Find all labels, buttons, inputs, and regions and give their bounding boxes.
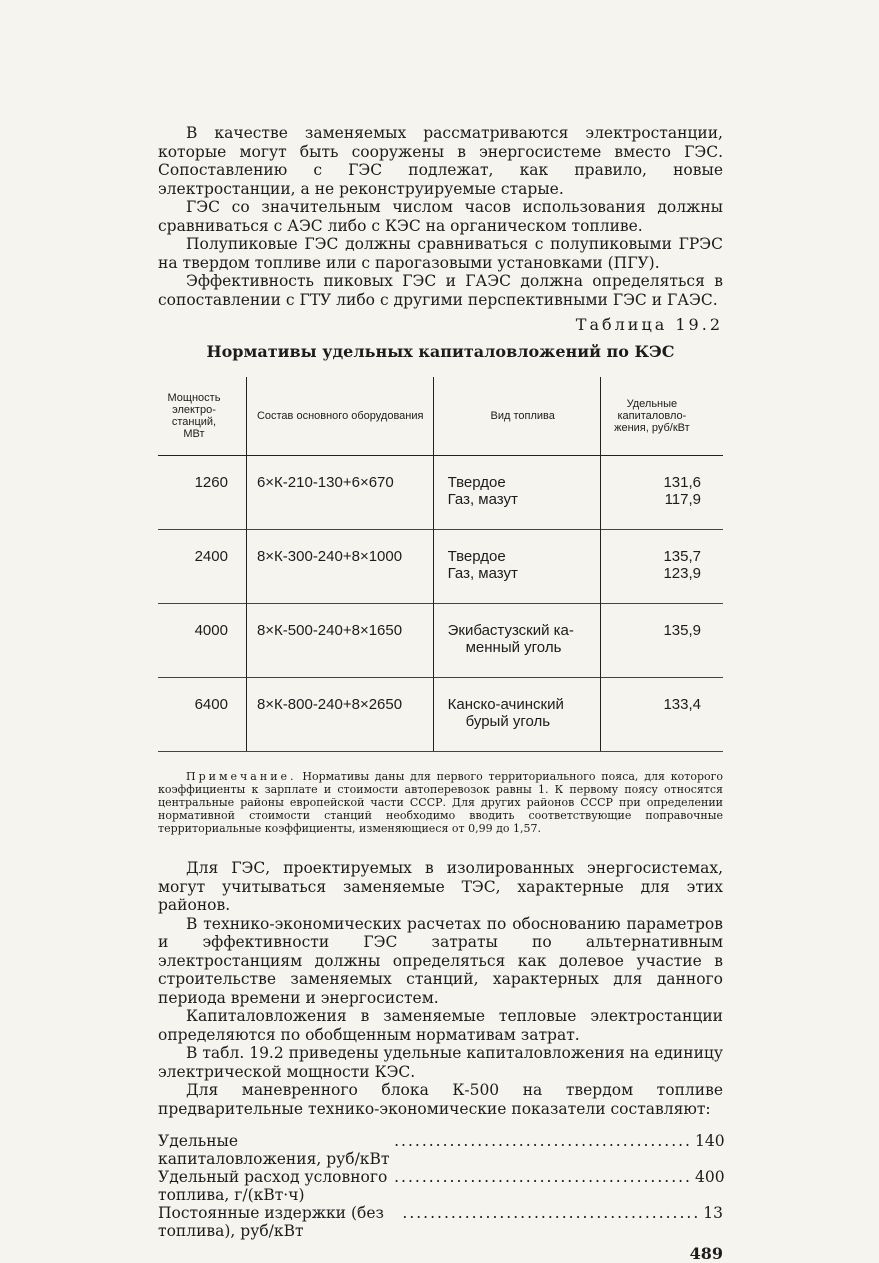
- cell-fuel: [433, 456, 600, 530]
- cell-equipment: 8×К-300-240+8×1000: [246, 530, 433, 604]
- header-equipment: Состав основного оборудования: [246, 377, 433, 456]
- cost-value: 135,7: [663, 548, 701, 565]
- cell-power: 6400: [158, 678, 246, 752]
- cell-cost: [600, 604, 723, 678]
- list-item: [158, 1132, 723, 1168]
- cell-equipment: 8×К-500-240+8×1650: [246, 604, 433, 678]
- header-cost: Удельные капиталовло-жения, руб/кВт: [600, 377, 723, 456]
- cell-equipment: 8×К-800-240+8×2650: [246, 678, 433, 752]
- fuel-line: менный уголь: [465, 639, 562, 656]
- body-paragraph: Для маневренного блока К-500 на твердом топливе предварительные технико-экономические показатели составляют:: [158, 1081, 723, 1118]
- intro-paragraph: ГЭС со значительным числом часов использования должны сравниваться с АЭС либо с КЭС на органическом топливе.: [158, 198, 723, 235]
- cell-power: 4000: [158, 604, 246, 678]
- body-text: [158, 859, 723, 1118]
- cell-cost: [600, 456, 723, 530]
- cell-cost: [600, 678, 723, 752]
- indicator-label: Удельные капиталовложения, руб/кВт: [158, 1132, 390, 1168]
- fuel-line: Газ, мазут: [447, 565, 518, 582]
- indicator-value: 140: [695, 1132, 725, 1150]
- fuel-line: Газ, мазут: [447, 491, 518, 508]
- indicator-list: [158, 1132, 723, 1240]
- table-number: Таблица 19.2: [575, 315, 723, 334]
- intro-paragraph: В качестве заменяемых рассматриваются электростанции, которые могут быть сооружены в энергосистеме вместо ГЭС. Сопоставлению с ГЭС подлежат, как правило, новые электростанции, а не реконструируемые старые.: [158, 124, 723, 198]
- leader-dots: ...........................................: [394, 1168, 692, 1186]
- leader-dots: ...........................................: [394, 1132, 692, 1150]
- indicator-label: Удельный расход условного топлива, г/(кВт·ч): [158, 1168, 388, 1204]
- cell-fuel: [433, 530, 600, 604]
- fuel-line: Твердое: [447, 474, 506, 491]
- list-item: [158, 1168, 723, 1204]
- table-row: [158, 456, 723, 530]
- table-row: [158, 678, 723, 752]
- cost-value: 117,9: [664, 491, 701, 508]
- table-note: [158, 770, 723, 835]
- body-paragraph: В табл. 19.2 приведены удельные капиталовложения на единицу электрической мощности КЭС.: [158, 1044, 723, 1081]
- cost-value: 131,6: [663, 474, 701, 491]
- body-paragraph: Для ГЭС, проектируемых в изолированных энергосистемах, могут учитываться заменяемые ТЭС, характерные для этих районов.: [158, 859, 723, 914]
- norms-table: [158, 377, 723, 752]
- intro-paragraph: Эффективность пиковых ГЭС и ГАЭС должна определяться в сопоставлении с ГТУ либо с другими перспективными ГЭС и ГАЭС.: [158, 272, 723, 309]
- header-fuel: Вид топлива: [433, 377, 600, 456]
- page-number: 489: [689, 1244, 723, 1263]
- note-text: Нормативы даны для первого территориального пояса, для которого коэффициенты к зарплате и стоимости автоперевозок равны 1. К первому поясу относятся центральные районы европейской части СССР. Для других районов СССР при определении нормативной стоимости станций необходимо вводить соответствующие поправочные территориальные коэффициенты, изменяющиеся от 0,99 до 1,57.: [158, 770, 723, 835]
- cell-fuel: [433, 678, 600, 752]
- table-row: [158, 604, 723, 678]
- cost-value: 123,9: [663, 565, 701, 582]
- indicator-value: 13: [703, 1204, 723, 1222]
- body-paragraph: В технико-экономических расчетах по обоснованию параметров и эффективности ГЭС затраты по альтернативным электростанциям должны определяться как долевое участие в строительстве заменяемых станций, характерных для данного периода времени и энергосистем.: [158, 914, 723, 1007]
- table-header-row: [158, 377, 723, 456]
- cost-value: 133,4: [663, 696, 701, 713]
- cell-power: 1260: [194, 474, 228, 491]
- header-power: Мощность электро-станций, МВт: [158, 377, 246, 456]
- list-item: [158, 1204, 723, 1240]
- leader-dots: ...........................................: [402, 1204, 701, 1222]
- cell-equipment: 6×К-210-130+6×670: [246, 456, 433, 530]
- cell-power: 2400: [158, 530, 246, 604]
- cell-fuel: [433, 604, 600, 678]
- cell-cost: [600, 530, 723, 604]
- indicator-value: 400: [695, 1168, 725, 1186]
- fuel-line: бурый уголь: [465, 713, 551, 730]
- fuel-line: Канско-ачинский: [447, 696, 564, 713]
- table-row: [158, 530, 723, 604]
- fuel-line: Экибастузский ка-: [447, 622, 574, 639]
- cost-value: 135,9: [663, 622, 701, 639]
- intro-paragraph: Полупиковые ГЭС должны сравниваться с полупиковыми ГРЭС на твердом топливе или с парогазовыми установками (ПГУ).: [158, 235, 723, 272]
- page: [158, 124, 723, 1263]
- indicator-label: Постоянные издержки (без топлива), руб/кВт: [158, 1204, 384, 1240]
- table-title: Нормативы удельных капиталовложений по КЭС: [206, 342, 675, 361]
- body-paragraph: Капиталовложения в заменяемые тепловые электростанции определяются по обобщенным нормативам затрат.: [158, 1007, 723, 1044]
- fuel-line: Твердое: [447, 548, 506, 565]
- note-label: Примечание.: [186, 770, 297, 783]
